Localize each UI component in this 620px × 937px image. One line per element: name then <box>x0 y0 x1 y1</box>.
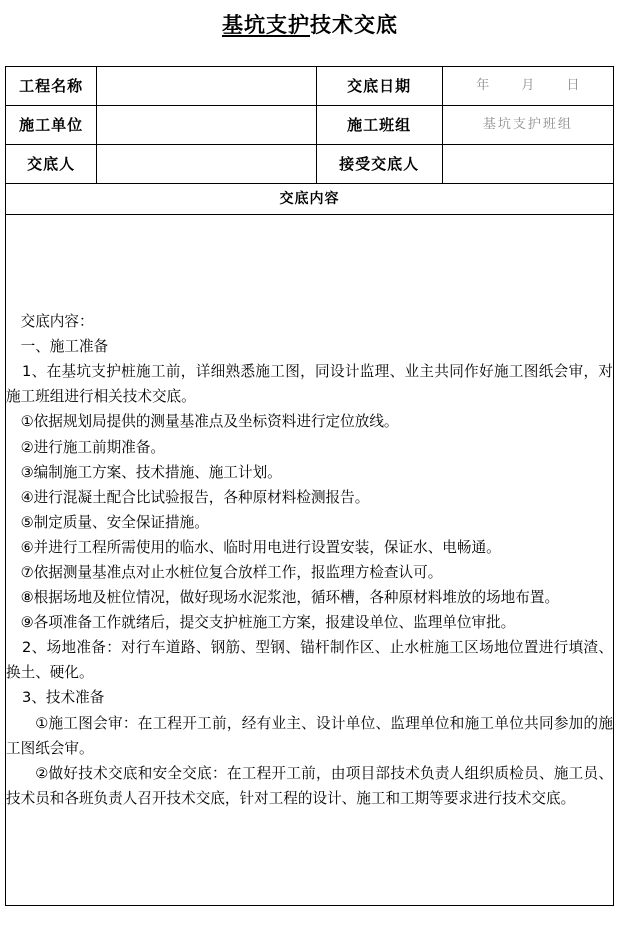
label-project-name: 工程名称 <box>6 67 97 106</box>
page-title-rest: 技术交底 <box>310 13 398 37</box>
paragraph-item-1: 1、在基坑支护桩施工前，详细熟悉施工图，同设计监理、业主共同作好施工图纸会审，对施工班组进行相关技术交底。 <box>6 363 613 406</box>
list-item-circled-4: ④进行混凝土配合比试验报告，各种原材料检测报告。 <box>20 488 370 506</box>
section-heading-1: 一、施工准备 <box>20 338 109 356</box>
field-project-name[interactable] <box>97 67 316 106</box>
paragraph-item-2: 2、场地准备：对行车道路、钢筋、型钢、锚杆制作区、止水桩施工区场地位置进行填渣、换土、硬化。 <box>6 639 613 682</box>
label-briefer: 交底人 <box>6 145 97 184</box>
label-recipient: 接受交底人 <box>316 145 442 184</box>
page-title-underlined-part: 基坑支护 <box>222 13 310 37</box>
content-header-row <box>6 184 614 215</box>
list-item-circled-3: ③编制施工方案、技术措施、施工计划。 <box>20 463 282 481</box>
list-item-circled-5: ⑤制定质量、安全保证措施。 <box>20 513 209 531</box>
field-briefing-date[interactable]: 年 月 日 <box>442 67 613 106</box>
section-heading-3: 3、技术准备 <box>22 689 105 707</box>
label-briefing-date: 交底日期 <box>316 67 442 106</box>
list-item-circled-2: ②进行施工前期准备。 <box>20 438 166 456</box>
content-body-cell <box>6 215 614 906</box>
label-work-team: 施工班组 <box>316 106 442 145</box>
list-item-circled-1: ①依据规划局提供的测量基准点及坐标资料进行定位放线。 <box>20 413 399 431</box>
list-item-circled-9: ⑨各项准备工作就绪后，提交支护桩施工方案，报建设单位、监理单位审批。 <box>20 614 516 632</box>
label-construction-unit: 施工单位 <box>6 106 97 145</box>
list-item-circled-6: ⑥并进行工程所需使用的临水、临时用电进行设置安装，保证水、电畅通。 <box>20 538 501 556</box>
table-row <box>6 145 614 184</box>
field-recipient[interactable] <box>442 145 613 184</box>
field-work-team[interactable]: 基坑支护班组 <box>442 106 613 145</box>
list-item-circled-8: ⑧根据场地及桩位情况，做好现场水泥浆池，循环槽，各种原材料堆放的场地布置。 <box>20 589 560 607</box>
table-row <box>6 106 614 145</box>
list-item-circled-7: ⑦依据测量基准点对止水桩位复合放样工作，报监理方检查认可。 <box>20 564 443 581</box>
content-section-header: 交底内容 <box>6 184 614 215</box>
交底-info-table <box>5 66 614 906</box>
content-body <box>6 309 613 811</box>
table-row <box>6 67 614 106</box>
content-body-row <box>6 215 614 906</box>
paragraph-item-3-1: ①施工图会审：在工程开工前，经有业主、设计单位、监理单位和施工单位共同参加的施工图纸会审。 <box>6 714 613 757</box>
content-intro: 交底内容： <box>20 313 94 331</box>
field-construction-unit[interactable] <box>97 106 316 145</box>
field-briefer[interactable] <box>97 145 316 184</box>
page-title <box>0 0 620 48</box>
paragraph-item-3-2: ②做好技术交底和安全交底：在工程开工前，由项目部技术负责人组织质检员、施工员、技术员和各班负责人召开技术交底，针对工程的设计、施工和工期等要求进行技术交底。 <box>6 764 613 807</box>
